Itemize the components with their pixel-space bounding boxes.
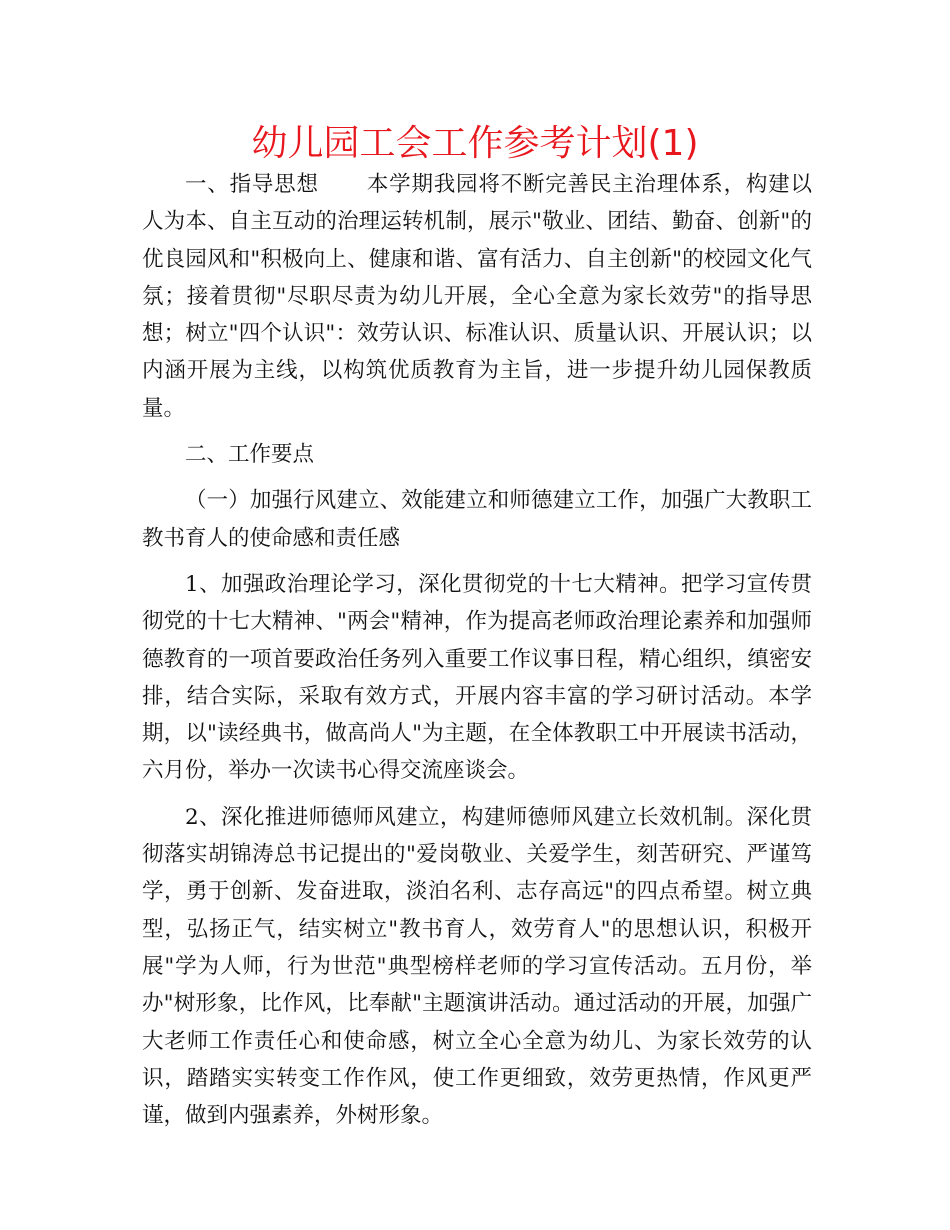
document-title: 幼儿园工会工作参考计划(1) [251,123,699,164]
paragraph-guiding-thought [142,166,812,427]
paragraph-work-points-heading: 二、工作要点 [185,442,315,468]
paragraph-subheading-1: （一）加强行风建立、效能建立和师德建立工作，加强广大教职工教书育人的使命感和责任感 [142,488,812,551]
section-text: 本学期我园将不断完善民主治理体系，构建以人为本、自主互动的治理运转机制，展示"敬业、团结、勤奋、创新"的优良园风和"积极向上、健康和谐、富有活力、自主创新"的校园文化气氛；接着贯彻"尽职尽责为幼儿开展，全心全意为家长效劳"的指导思想；树立"四个认识"：效劳认识、标准认识、质量认识、开展认识；以内涵开展为主线，以构筑优质教育为主旨，进一步提升幼儿园保教质量。 [142,172,812,421]
document-body [142,166,812,1143]
section-heading: 一、指导思想 [185,172,319,197]
paragraph-item-2: 2、深化推进师德师风建立，构建师德师风建立长效机制。深化贯彻落实胡锦涛总书记提出的"爱岗敬业、关爱学生，刻苦研究、严谨笃学，勇于创新、发奋进取，淡泊名利、志存高远"的四点希望。树立典型，弘扬正气，结实树立"教书育人，效劳育人"的思想认识，积极开展"学为人师，行为世范"典型榜样老师的学习宣传活动。五月份，举办"树形象，比作风，比奉献"主题演讲活动。通过活动的开展，加强广大老师工作责任心和使命感，树立全心全意为幼儿、为家长效劳的认识，踏踏实实转变工作作风，使工作更细致，效劳更热情，作风更严谨，做到内强素养，外树形象。 [142,804,812,1129]
paragraph-item-1: 1、加强政治理论学习，深化贯彻党的十七大精神。把学习宣传贯彻党的十七大精神、"两会"精神，作为提高老师政治理论素养和加强师德教育的一项首要政治任务列入重要工作议事日程，精心组织，缜密安排，结合实际，采取有效方式，开展内容丰富的学习研讨活动。本学期，以"读经典书，做高尚人"为主题，在全体教职工中开展读书活动，六月份，举办一次读书心得交流座谈会。 [142,571,812,784]
